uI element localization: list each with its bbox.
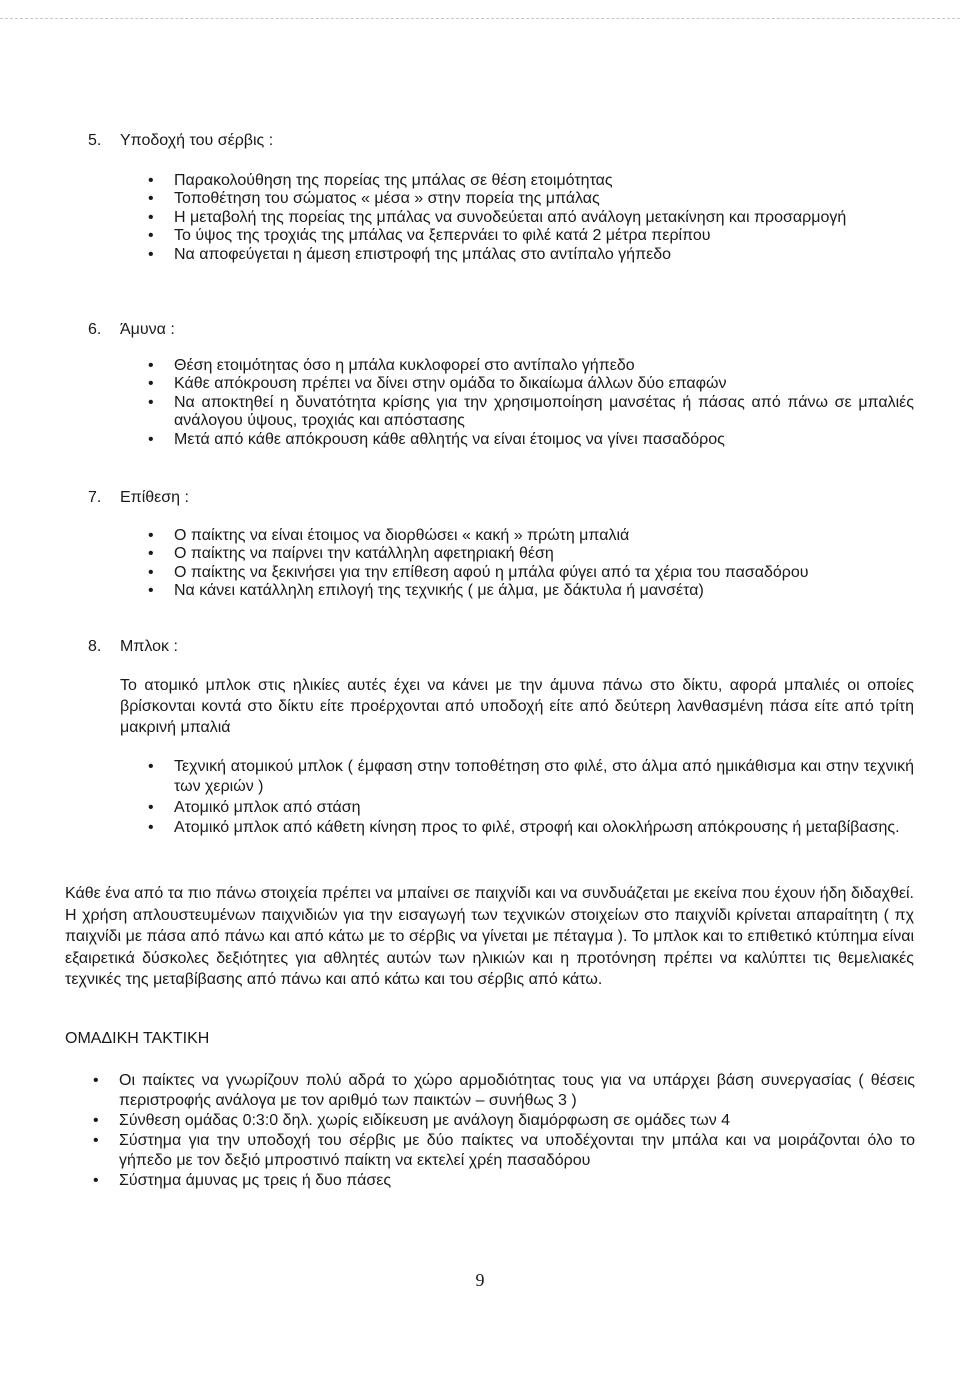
attack-list <box>148 527 914 601</box>
list-item: • Σύνθεση ομάδας 0:3:0 δηλ. χωρίς ειδίκευση με ανάλογη διαμόρφωση σε ομάδες των 4 <box>93 1111 915 1131</box>
section-number: 7. <box>88 489 102 506</box>
list-item: • Το ύψος της τροχιάς της μπάλας να ξεπερνάει το φιλέ κατά 2 μέτρα περίπου <box>148 227 914 245</box>
section-title: Υποδοχή του σέρβις : <box>120 132 274 149</box>
defense-list <box>148 357 914 449</box>
list-item: • Μετά από κάθε απόκρουση κάθε αθλητής να είναι έτοιμος να γίνει πασαδόρος <box>148 431 914 449</box>
list-item: • Θέση ετοιμότητας όσο η μπάλα κυκλοφορεί στο αντίπαλο γήπεδο <box>148 357 914 375</box>
serve-reception-list <box>148 172 914 264</box>
list-item: • Οι παίκτες να γνωρίζουν πολύ αδρά το χώρο αρμοδιότητας τους για να υπάρχει βάση συνεργασίας ( θέσεις περιστροφής ανάλογα με τον αριθμό των παικτών – συνήθως 3 ) <box>93 1071 915 1111</box>
list-item: • Να αποφεύγεται η άμεση επιστροφή της μπάλας στο αντίπαλο γήπεδο <box>148 246 914 264</box>
list-item: • Παρακολούθηση της πορείας της μπάλας σε θέση ετοιμότητας <box>148 172 914 190</box>
section-heading-defense <box>88 320 175 340</box>
list-item: • Κάθε απόκρουση πρέπει να δίνει στην ομάδα το δικαίωμα άλλων δύο επαφών <box>148 375 914 393</box>
list-item: • Ο παίκτης να παίρνει την κατάλληλη αφετηριακή θέση <box>148 545 914 563</box>
list-item: • Τεχνική ατομικού μπλοκ ( έμφαση στην τοποθέτηση στο φιλέ, στο άλμα από ημικάθισμα και στην τεχνική των χεριών ) <box>148 757 914 798</box>
page-number: 9 <box>475 1270 485 1290</box>
section-heading-serve-reception <box>88 131 273 151</box>
list-item: • Ο παίκτης να ξεκινήσει για την επίθεση αφού η μπάλα φύγει από τα χέρια του πασαδόρου <box>148 564 914 582</box>
team-tactics-heading: ΟΜΑΔΙΚΗ ΤΑΚΤΙΚΗ <box>65 1030 210 1047</box>
section-title: Άμυνα : <box>120 321 175 338</box>
block-paragraph: Το ατομικό μπλοκ στις ηλικίες αυτές έχει να κάνει με την άμυνα πάνω στο δίκτυ, αφορά μπαλιές οι οποίες βρίσκονται κοντά στο δίκτυ είτε προέρχονται από υποδοχή είτε από δεύτερη λανθασμένη πάσα είτε από τρίτη μακρινή μπαλιά <box>120 677 914 736</box>
list-item: • Σύστημα για την υποδοχή του σέρβις με δύο παίκτες να υποδέχονται την μπάλα και να μοιράζονται όλο το γήπεδο με τον δεξιό μπροστινό παίκτη να εκτελεί χρέη πασαδόρου <box>93 1131 915 1171</box>
team-tactics-list <box>93 1071 915 1191</box>
section-number: 8. <box>88 638 102 655</box>
list-item: • Σύστημα άμυνας μς τρεις ή δυο πάσες <box>93 1171 915 1191</box>
section-number: 6. <box>88 321 102 338</box>
list-item: • Ατομικό μπλοκ από στάση <box>148 798 914 818</box>
section-title: Μπλοκ : <box>120 638 178 655</box>
list-item: • Να κάνει κατάλληλη επιλογή της τεχνικής ( με άλμα, με δάκτυλα ή μανσέτα) <box>148 582 914 600</box>
list-item: • Τοποθέτηση του σώματος « μέσα » στην πορεία της μπάλας <box>148 190 914 208</box>
closing-paragraph: Κάθε ένα από τα πιο πάνω στοιχεία πρέπει να μπαίνει σε παιχνίδι και να συνδυάζεται με εκείνα που έχουν ήδη διδαχθεί. Η χρήση απλουστευμένων παιχνιδιών για την εισαγωγή των τεχνικών στοιχείων στο παιχνίδι κρίνεται απαραίτητη ( πχ παιχνίδι με πάσα από πάνω και από κάτω με το σέρβις να γίνεται με πέταγμα ). Το μπλοκ και το επιθετικό κτύπημα είναι εξαιρετικά δύσκολες δεξιότητες για αθλητές αυτών των ηλικιών και η προτόνηση πρέπει να καλύπτει τις θεμελιακές τεχνικές της μεταβίβασης από πάνω και από κάτω και του σέρβις από κάτω. <box>65 885 914 989</box>
section-heading-attack <box>88 488 189 508</box>
section-title: Επίθεση : <box>120 489 189 506</box>
section-heading-block <box>88 637 178 657</box>
section-number: 5. <box>88 132 102 149</box>
block-list <box>148 757 914 839</box>
list-item: • Να αποκτηθεί η δυνατότητα κρίσης για την χρησιμοποίηση μανσέτας ή πάσας από πάνω σε μπαλιές ανάλογου ύψους, τροχιάς και απόστασης <box>148 394 914 431</box>
list-item: • Ατομικό μπλοκ από κάθετη κίνηση προς το φιλέ, στροφή και ολοκλήρωση απόκρουσης ή μεταβίβασης. <box>148 818 914 838</box>
list-item: • Η μεταβολή της πορείας της μπάλας να συνοδεύεται από ανάλογη μετακίνηση και προσαρμογή <box>148 209 914 227</box>
list-item: • Ο παίκτης να είναι έτοιμος να διορθώσει « κακή » πρώτη μπαλιά <box>148 527 914 545</box>
